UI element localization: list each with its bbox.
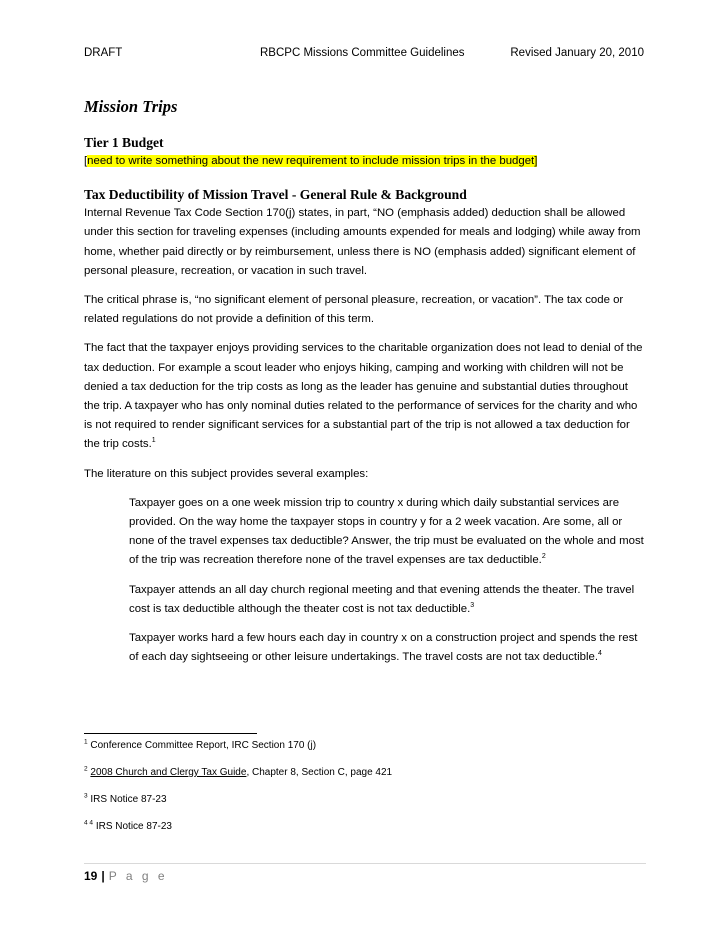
tax-paragraph-3-text: The fact that the taxpayer enjoys providing services to the charitable organization does not lead to denial of the tax deduction. For example a scout leader who enjoys hiking, camping and working with children will not be denied a tax deduction for the trip costs as long as the leader has genuine and substantial duties throughout the trip. A taxpayer who has only nominal duties related to the performance of services for the charity and who is not required to render significant services for a substantial part of the trip is not allowed a tax deduction for the trip costs. <box>84 342 643 451</box>
footnote-mark: 4 4 <box>84 819 94 827</box>
footnote-ref-1[interactable]: 1 <box>151 437 156 445</box>
footnote-divider <box>84 733 257 734</box>
footnote-book-title: 2008 Church and Clergy Tax Guide <box>90 767 247 778</box>
footnote-1 <box>84 739 644 753</box>
page-number: 19 <box>84 869 98 883</box>
header-revision-date: Revised January 20, 2010 <box>510 47 644 59</box>
header-document-title: RBCPC Missions Committee Guidelines <box>260 47 465 59</box>
section-title: Mission Trips <box>84 97 178 116</box>
example-1-text: Taxpayer goes on a one week mission trip to country x during which daily substantial services are provided. On the way home the taxpayer stops in country y for a 2 week vacation. Are some, all or none of the travel expenses tax deductible? Answer, the trip must be evaluated on the whole and most of the trip was recreation therefore none of the travel expenses are tax deductible. <box>129 496 644 567</box>
example-3-text: Taxpayer works hard a few hours each day in country x on a construction project and spends the rest of each day sightseeing or other leisure undertakings. The travel costs are not tax deductible. <box>129 632 638 664</box>
footnotes <box>84 739 644 847</box>
footnote-ref-2[interactable]: 2 <box>541 553 546 561</box>
page-footer <box>84 868 168 884</box>
tier1-note <box>84 152 646 171</box>
footnote-mark: 3 <box>84 792 88 800</box>
tax-paragraph-2: The critical phrase is, “no significant element of personal pleasure, recreation, or vacation”. The tax code or related regulations do not provide a definition of this term. <box>84 294 624 326</box>
footnote-3 <box>84 793 644 807</box>
footnote-4 <box>84 820 644 834</box>
footnote-text: IRS Notice 87-23 <box>93 821 172 832</box>
example-3 <box>129 629 646 667</box>
footnote-mark: 2 <box>84 765 88 773</box>
page-header <box>84 45 644 61</box>
footnote-text: , Chapter 8, Section C, page 421 <box>246 767 393 778</box>
footer-divider <box>84 863 646 864</box>
example-2-text: Taxpayer attends an all day church regional meeting and that evening attends the theater. The travel cost is tax deductible although the theater cost is not tax deductible. <box>129 583 635 615</box>
tier1-heading: Tier 1 Budget <box>84 135 164 150</box>
tax-paragraph-3 <box>84 339 646 454</box>
page-body <box>84 96 646 677</box>
tier1-note-bracket: [ <box>84 155 88 167</box>
footer-separator: | <box>101 869 105 883</box>
example-2 <box>129 581 646 619</box>
footnote-text: IRS Notice 87-23 <box>87 794 167 805</box>
example-1 <box>129 494 646 571</box>
footnote-ref-3[interactable]: 3 <box>470 602 475 610</box>
tax-heading: Tax Deductibility of Mission Travel - General Rule & Background <box>84 187 467 203</box>
footnote-ref-4[interactable]: 4 <box>597 650 602 658</box>
tax-paragraph-1: Internal Revenue Tax Code Section 170(j) states, in part, “NO (emphasis added) deduction shall be allowed under this section for traveling expenses (including amounts expended for meals and lodging) while away from home, whether paid directly or by reimbursement, unless there is NO (emphasis added) significant element of personal pleasure, recreation, or vacation in such travel. <box>84 207 641 277</box>
footnote-text: Conference Committee Report, IRC Section 170 (j) <box>87 740 317 751</box>
tier1-highlighted-note: need to write something about the new requirement to include mission trips in the budget] <box>87 155 538 167</box>
tax-paragraph-4: The literature on this subject provides several examples: <box>84 467 369 480</box>
header-draft-label: DRAFT <box>84 47 123 59</box>
page-word: P a g e <box>108 869 168 883</box>
footnote-mark: 1 <box>84 738 88 746</box>
footnote-2 <box>84 766 644 780</box>
